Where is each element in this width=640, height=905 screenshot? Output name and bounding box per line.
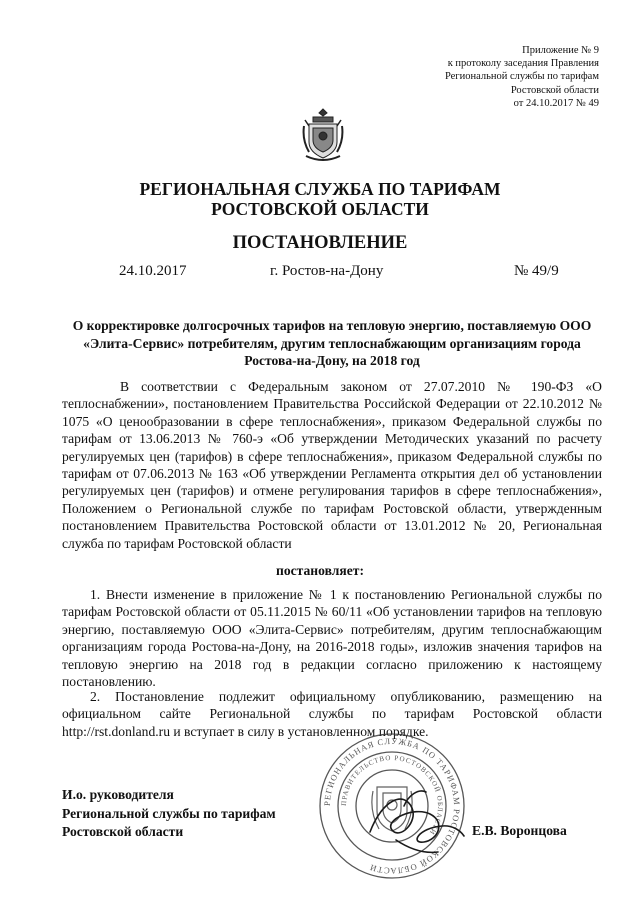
document-date: 24.10.2017	[119, 263, 187, 279]
appendix-line: к протоколу заседания Правления	[447, 58, 599, 70]
signatory-position-line: Ростовской области	[62, 824, 184, 839]
coat-of-arms-icon	[301, 106, 345, 164]
organization-name-line2: РОСТОВСКОЙ ОБЛАСТИ	[211, 199, 429, 219]
appendix-note	[379, 44, 599, 110]
signatory-position	[62, 786, 276, 842]
appendix-line: от 24.10.2017 № 49	[513, 97, 599, 109]
document-number: № 49/9	[514, 263, 559, 279]
resolution-item-1: 1. Внести изменение в приложение № 1 к постановлению Региональной службы по тарифам Ростовской области от 05.11.2015 № 60/11 «Об установлении тарифов на тепловую энергию, поставляемую ООО «Элита-Сервис» потребителям, другим теплоснабжающим организациям города Ростова-на-Дону, на 2016-2018 годы», изложив значения тарифов на тепловую энергию на 2018 год в редакции согласно приложению к настоящему постановлению.	[62, 587, 602, 690]
organization-name-line1: РЕГИОНАЛЬНАЯ СЛУЖБА ПО ТАРИФАМ	[139, 179, 501, 199]
document-city: г. Ростов-на-Дону	[270, 263, 384, 279]
resolves-heading: постановляет:	[276, 563, 364, 578]
appendix-line: Ростовской области	[510, 84, 599, 96]
stamp-inner-text: ПРАВИТЕЛЬСТВО РОСТОВСКОЙ ОБЛАСТИ	[339, 753, 445, 837]
stamp-outer-text: РЕГИОНАЛЬНАЯ СЛУЖБА ПО ТАРИФАМ РОСТОВСКОЙ ОБЛАСТИ	[321, 735, 463, 877]
handwritten-signature	[352, 770, 472, 870]
document-subject: О корректировке долгосрочных тарифов на тепловую энергию, поставляемую ООО «Элита-Сервис» потребителям, другим теплоснабжающим организациям города Ростова-на-Дону, на 2018 год	[72, 318, 592, 368]
appendix-line: Приложение № 9	[522, 45, 599, 56]
signatory-position-line: И.о. руководителя	[62, 787, 174, 802]
appendix-line: Региональной службы по тарифам	[444, 71, 599, 83]
document-type-title: ПОСТАНОВЛЕНИЕ	[232, 233, 408, 253]
signatory-position-line: Региональной службы по тарифам	[62, 805, 276, 821]
resolution-item-2: 2. Постановление подлежит официальному опубликованию, размещению на официальном сайте Региональной службы по тарифам Ростовской области http://rst.donland.ru и вступает в силу в установленном порядке.	[62, 689, 602, 739]
signatory-name: Е.В. Воронцова	[472, 823, 567, 838]
preamble-paragraph: В соответствии с Федеральным законом от 27.07.2010 № 190-ФЗ «О теплоснабжении», постановлением Правительства Российской Федерации от 22.10.2012 № 1075 «О ценообразовании в сфере теплоснабжения», приказом Федеральной службы по тарифам от 13.06.2013 № 760-э «Об утверждении Методических указаний по расчету регулируемых цен (тарифов) в сфере теплоснабжения», приказом Федеральной службы по тарифам от 07.06.2013 № 163 «Об утверждении Регламента открытия дел об установлении регулируемых цен (тарифов) и отмене регулирования тарифов в сфере теплоснабжения», Положением о Региональной службе по тарифам Ростовской области, утвержденным постановлением Правительства Ростовской области от 13.01.2012 № 20, Региональная служба по тарифам Ростовской области	[62, 379, 602, 551]
